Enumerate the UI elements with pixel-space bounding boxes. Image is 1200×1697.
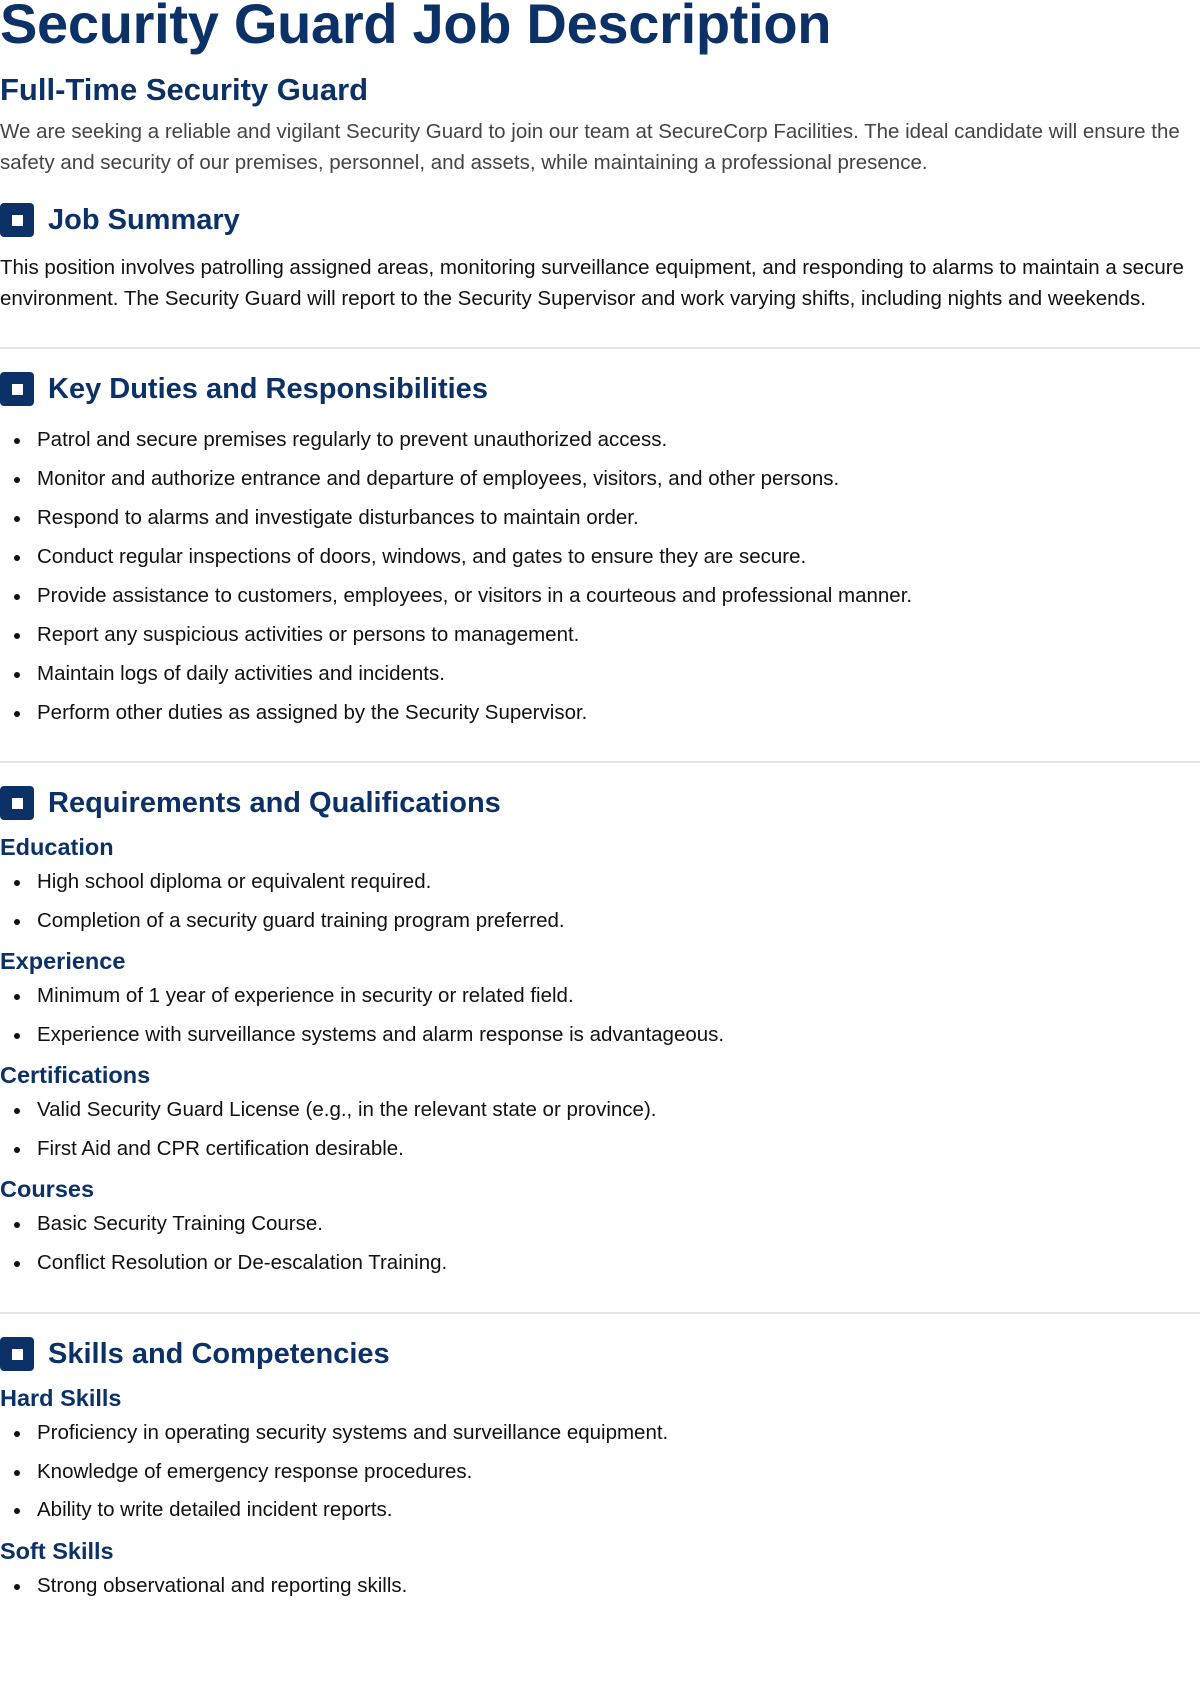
page-title: Security Guard Job Description [0, 0, 832, 55]
square-bullet-icon [0, 1337, 34, 1371]
section-divider [0, 1312, 1200, 1314]
list-item: Proficiency in operating security systems and surveillance equipment. [0, 1414, 1200, 1453]
subsection-title: Soft Skills [0, 1537, 114, 1564]
subsection-title: Education [0, 834, 114, 860]
soft-skills-list [0, 1567, 1200, 1606]
square-bullet-icon [0, 203, 34, 237]
section-title: Requirements and Qualifications [48, 787, 501, 819]
education-group [0, 832, 1200, 940]
list-item: Conflict Resolution or De-escalation Training. [0, 1244, 1200, 1283]
requirements-section [0, 783, 1200, 1282]
duties-list [0, 420, 1200, 732]
list-item: Report any suspicious activities or persons to management. [0, 615, 1200, 654]
courses-group [0, 1174, 1200, 1282]
list-item: Basic Security Training Course. [0, 1205, 1200, 1244]
skills-section [0, 1334, 1200, 1605]
square-bullet-icon [0, 786, 34, 820]
list-item: Maintain logs of daily activities and incidents. [0, 654, 1200, 693]
list-item: Minimum of 1 year of experience in security or related field. [0, 977, 1200, 1016]
list-item: Respond to alarms and investigate disturbances to maintain order. [0, 498, 1200, 537]
intro-paragraph: We are seeking a reliable and vigilant Security Guard to join our team at SecureCorp Facilities. The ideal candidate will ensure the safety and security of our premises, personnel, and assets, while maintaining a professional presence. [0, 120, 1180, 174]
list-item: Monitor and authorize entrance and departure of employees, visitors, and other persons. [0, 459, 1200, 498]
section-header [0, 369, 1200, 409]
subsection-title: Courses [0, 1176, 95, 1202]
list-item: Provide assistance to customers, employees, or visitors in a courteous and professional manner. [0, 576, 1200, 615]
list-item: Experience with surveillance systems and alarm response is advantageous. [0, 1016, 1200, 1055]
list-item: High school diploma or equivalent required. [0, 863, 1200, 902]
section-title: Key Duties and Responsibilities [48, 373, 488, 405]
section-divider [0, 347, 1200, 349]
page-subtitle: Full-Time Security Guard [0, 72, 369, 107]
list-item: Patrol and secure premises regularly to prevent unauthorized access. [0, 420, 1200, 459]
square-bullet-icon [0, 372, 34, 406]
section-divider [0, 761, 1200, 763]
job-summary-text: This position involves patrolling assigned areas, monitoring surveillance equipment, and responding to alarms to maintain a secure environment. The Security Guard will report to the Security Supervisor and work varying shifts, including nights and weekends. [0, 256, 1184, 310]
subsection-title: Certifications [0, 1062, 151, 1088]
hard-skills-group [0, 1383, 1200, 1530]
subsection-title: Experience [0, 948, 126, 974]
section-title: Job Summary [48, 204, 240, 236]
list-item: Ability to write detailed incident reports. [0, 1491, 1200, 1530]
list-item: Perform other duties as assigned by the Security Supervisor. [0, 693, 1200, 732]
section-title: Skills and Competencies [48, 1338, 390, 1370]
subsection-title: Hard Skills [0, 1385, 122, 1411]
list-item: Strong observational and reporting skills. [0, 1567, 1200, 1606]
section-header [0, 783, 1200, 823]
list-item: Conduct regular inspections of doors, windows, and gates to ensure they are secure. [0, 537, 1200, 576]
certifications-group [0, 1060, 1200, 1168]
key-duties-section [0, 369, 1200, 732]
list-item: Valid Security Guard License (e.g., in the relevant state or province). [0, 1091, 1200, 1130]
experience-list [0, 977, 1200, 1054]
courses-list [0, 1205, 1200, 1282]
list-item: Knowledge of emergency response procedures. [0, 1453, 1200, 1492]
experience-group [0, 946, 1200, 1054]
soft-skills-group [0, 1536, 1200, 1606]
list-item: First Aid and CPR certification desirable. [0, 1130, 1200, 1169]
section-header [0, 1334, 1200, 1374]
certifications-list [0, 1091, 1200, 1168]
job-summary-section [0, 200, 1200, 314]
section-header [0, 200, 1200, 240]
hard-skills-list [0, 1414, 1200, 1530]
list-item: Completion of a security guard training program preferred. [0, 902, 1200, 941]
education-list [0, 863, 1200, 940]
